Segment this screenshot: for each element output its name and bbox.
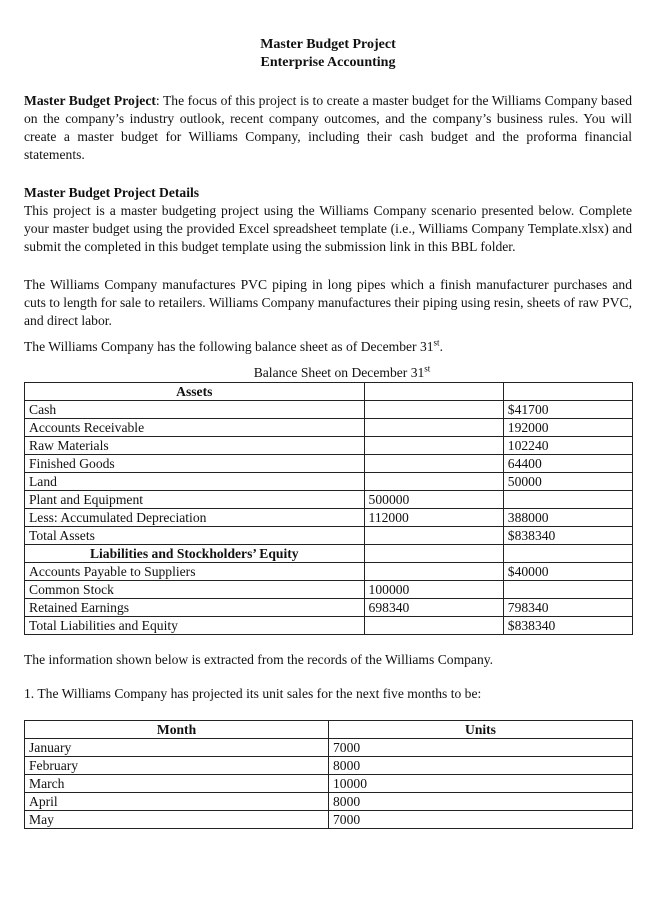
title-line-2: Enterprise Accounting [260,55,396,70]
balance-sheet-row [25,491,633,509]
amount-detail [364,401,503,419]
unit-sales-row [25,775,633,793]
month-cell: January [25,739,329,757]
balance-sheet-caption [24,364,632,382]
amount-total: 102240 [503,437,632,455]
balance-intro-end: . [439,339,443,354]
amount-total: 388000 [503,509,632,527]
month-cell: March [25,775,329,793]
empty-cell [503,383,632,401]
unit-sales-header-row [25,721,633,739]
units-cell: 7000 [329,811,633,829]
balance-sheet-row [25,581,633,599]
amount-total [503,491,632,509]
assets-header-row [25,383,633,401]
balance-sheet-row [25,419,633,437]
empty-cell [364,383,503,401]
amount-total: $838340 [503,617,632,635]
amount-detail [364,563,503,581]
records-paragraph: The information shown below is extracted from the records of the Williams Company. [24,652,494,667]
unit-sales-row [25,811,633,829]
intro-heading: Master Budget Project [24,93,156,108]
balance-sheet-row [25,617,633,635]
title-line-1: Master Budget Project [260,37,396,52]
balance-sheet-table [24,382,633,635]
balance-intro-text: The Williams Company has the following balance sheet as of December 31 [24,339,434,354]
unit-sales-row [25,739,633,757]
units-column-header: Units [329,721,633,739]
caption-text: Balance Sheet on December 31 [253,365,425,380]
amount-total: 50000 [503,473,632,491]
amount-total: $41700 [503,401,632,419]
amount-total: $40000 [503,563,632,581]
units-cell: 7000 [329,739,633,757]
amount-total: 798340 [503,599,632,617]
account-label: Land [25,473,365,491]
account-label: Retained Earnings [25,599,365,617]
account-label: Common Stock [25,581,365,599]
amount-detail: 698340 [364,599,503,617]
account-label: Finished Goods [25,455,365,473]
empty-cell [364,545,503,563]
company-paragraph: The Williams Company manufactures PVC piping in long pipes which a finish manufacturer purchases and cuts to length for sale to retailers. Williams Company manufactures their piping using resin, sheets of raw PVC, and direct labor. [24,277,632,328]
account-label: Cash [25,401,365,419]
assets-header: Assets [25,383,365,401]
units-cell: 8000 [329,757,633,775]
month-column-header: Month [25,721,329,739]
intro-paragraph [24,92,632,164]
units-cell: 8000 [329,793,633,811]
amount-detail: 112000 [364,509,503,527]
item-1-paragraph: 1. The Williams Company has projected its unit sales for the next five months to be: [24,686,482,701]
account-label: Accounts Payable to Suppliers [25,563,365,581]
account-label: Plant and Equipment [25,491,365,509]
account-label: Less: Accumulated Depreciation [25,509,365,527]
balance-sheet-row [25,527,633,545]
amount-detail [364,473,503,491]
amount-total [503,581,632,599]
liabilities-header-row [25,545,633,563]
balance-sheet-row [25,455,633,473]
month-cell: February [25,757,329,775]
account-label: Total Liabilities and Equity [25,617,365,635]
details-heading: Master Budget Project Details [24,185,200,200]
account-label: Accounts Receivable [25,419,365,437]
units-cell: 10000 [329,775,633,793]
amount-detail [364,617,503,635]
amount-detail [364,527,503,545]
month-cell: April [25,793,329,811]
balance-sheet-row [25,563,633,581]
amount-detail [364,437,503,455]
unit-sales-table [24,720,633,829]
amount-detail [364,419,503,437]
amount-detail: 100000 [364,581,503,599]
document-title [24,36,632,72]
empty-cell [503,545,632,563]
liabilities-header: Liabilities and Stockholders’ Equity [25,545,365,563]
balance-sheet-row [25,437,633,455]
details-paragraph: This project is a master budgeting project using the Williams Company scenario presented below. Complete your master budget using the provided Excel spreadsheet template (i.e., Williams Company Template.xlsx) and submit the completed in this budget template using the submission link in this BBL folder. [24,203,632,254]
amount-total: 192000 [503,419,632,437]
amount-total: 64400 [503,455,632,473]
amount-total: $838340 [503,527,632,545]
unit-sales-row [25,793,633,811]
account-label: Total Assets [25,527,365,545]
caption-sup: st [424,363,431,374]
balance-sheet-row [25,599,633,617]
account-label: Raw Materials [25,437,365,455]
balance-sheet-row [25,401,633,419]
intro-text: : The focus of this project is to create a master budget for the Williams Company based on the company’s industry outlook, recent company outcomes, and the company’s business rules. You will create a master budget for Williams Company, including their cash budget and the proforma financial statements. [24,93,632,162]
unit-sales-row [25,757,633,775]
amount-detail [364,455,503,473]
balance-sheet-row [25,473,633,491]
month-cell: May [25,811,329,829]
balance-sheet-row [25,509,633,527]
balance-intro-sup: st [433,337,440,348]
amount-detail: 500000 [364,491,503,509]
balance-intro-paragraph [24,338,632,356]
